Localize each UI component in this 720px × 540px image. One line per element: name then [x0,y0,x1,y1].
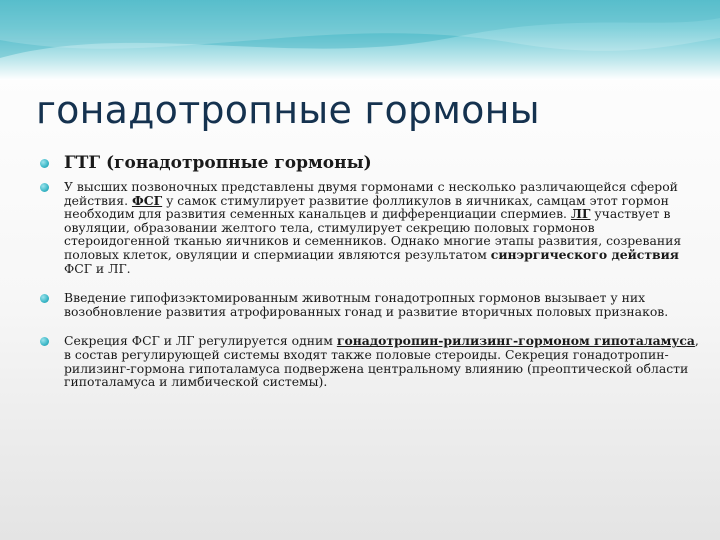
bullet-dot-icon [40,337,49,346]
bullet-item [38,152,700,174]
lg-term: ЛГ [570,206,591,222]
wave-decoration [0,0,720,80]
header-decoration [0,0,720,80]
bullet-text: участвует в овуляции, образовании желтого тела, стимулирует секрецию половых гормонов стероидогенной тканью яичников и семенников. Однако многие этапы развития, созревания половых клеток, овуляции и спермиации являются результатом [64,206,682,262]
bullet-text: ФСГ и ЛГ. [64,260,131,276]
bullet-item [38,334,700,388]
bullet-text: у самок стимулирует развитие фолликулов в яичниках, самцам этот гормон необходим для развития семенных канальцев и дифференциации спермиев. [64,192,669,222]
bullet-dot-icon [40,294,49,303]
bullet-text: Введение гипофизэктомированным животным гонадотропных гормонов вызывает у них возобновление развития атрофированных гонад и развитие вторичных половых признаков. [64,290,669,319]
bullet-dot-icon [40,159,49,168]
slide-title: гонадотропные гормоны [36,88,540,132]
bullet-text: У высших позвоночных представлены двумя гормонами с несколько различающейся сферой действия. [64,179,678,208]
gnrh-term: гонадотропин-рилизинг-гормоном гипоталамуса [336,333,695,349]
bullet-dot-icon [40,183,49,192]
bullet-text: ГТГ (гонадотропные гормоны) [64,153,372,173]
bullet-list [38,152,700,389]
bullet-item [38,180,700,275]
bullet-text: Секреция ФСГ и ЛГ регулируется одним [64,333,337,349]
bullet-text: , в состав регулирующей системы входят также половые стероиды. Секреция гонадотропин-рилизинг-гормона гипоталамуса подвержена центральному влиянию (преоптической области гипоталамуса и лимбической системы). [64,333,699,390]
fsg-term: ФСГ [131,192,163,208]
synergy-term: синэргического действия [490,246,679,262]
bullet-item [38,291,700,318]
